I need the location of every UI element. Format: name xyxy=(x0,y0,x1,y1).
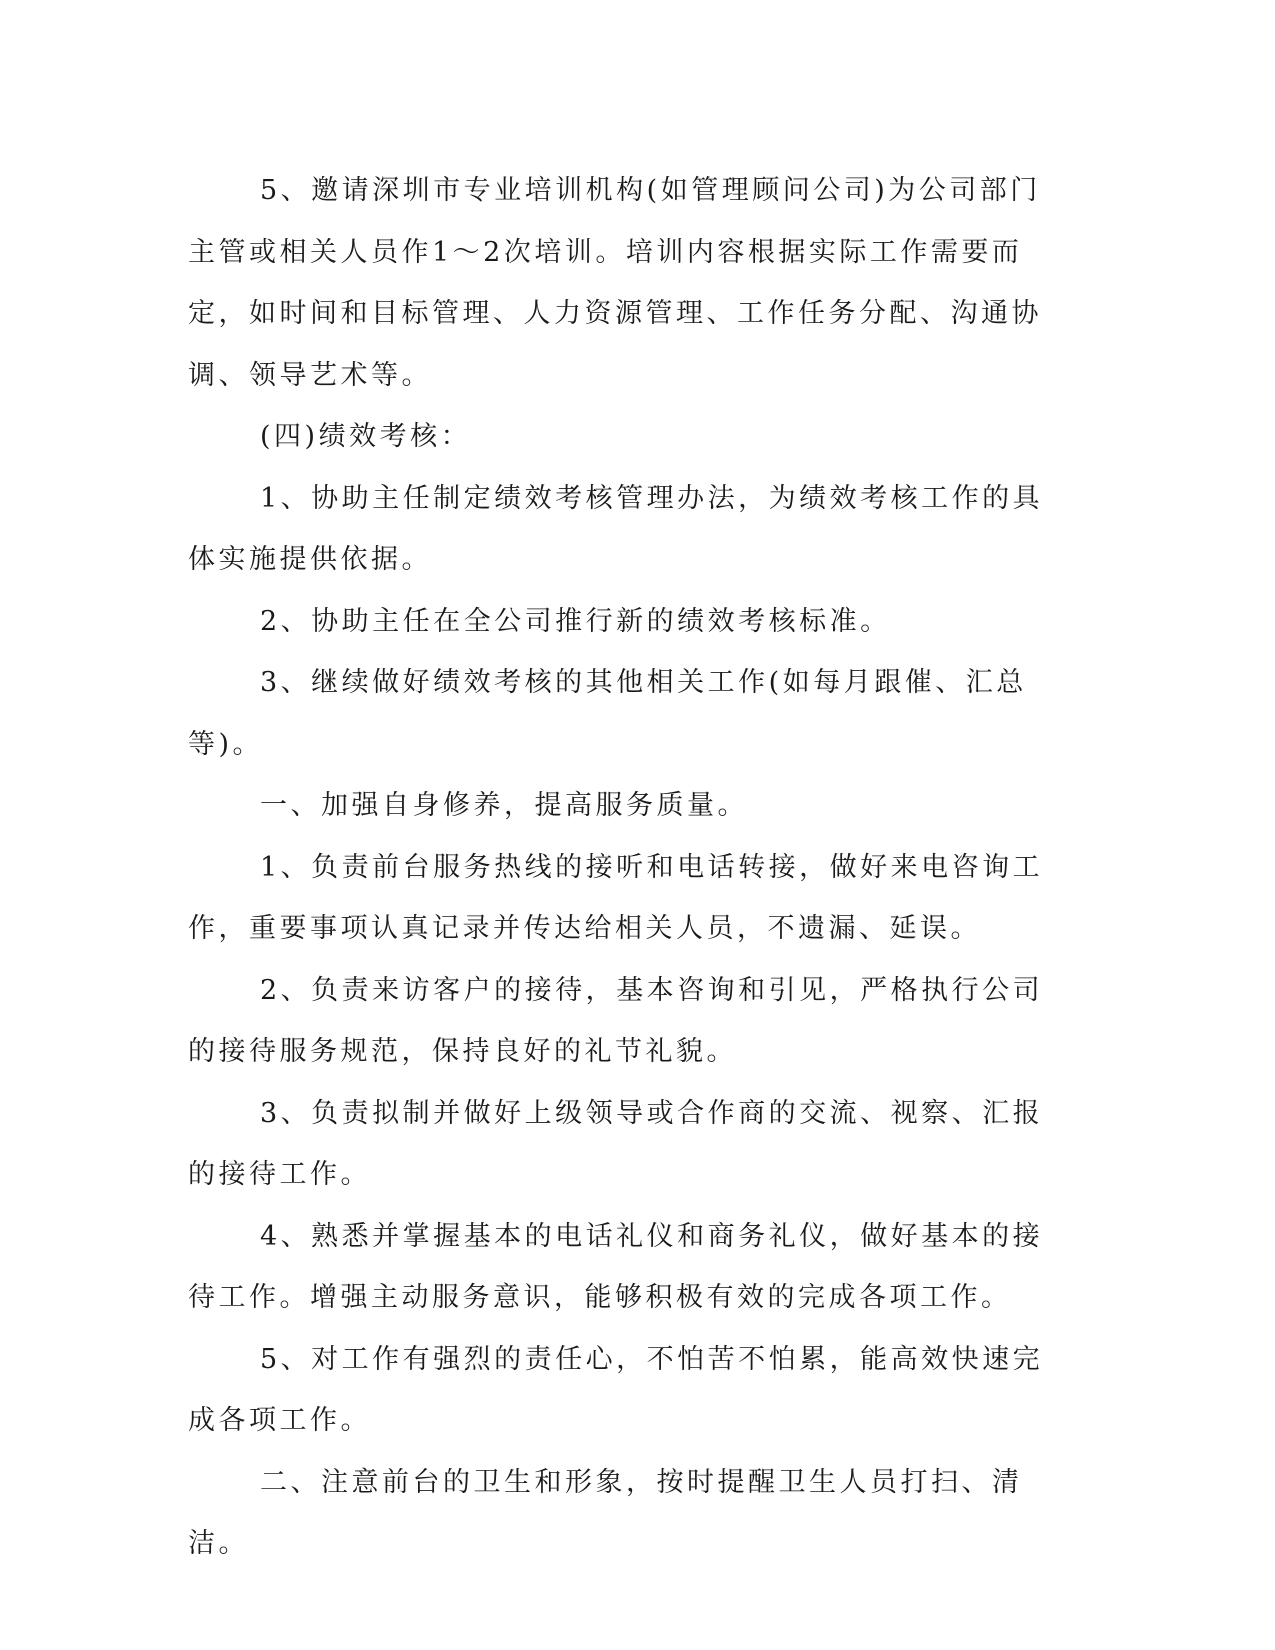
paragraph-performance-item-1: 1、协助主任制定绩效考核管理办法，为绩效考核工作的具体实施提供依据。 xyxy=(188,482,1044,575)
document-body xyxy=(188,160,1068,1575)
section-heading-performance: (四)绩效考核： xyxy=(260,421,472,452)
paragraph-service-item-2: 2、负责来访客户的接待，基本咨询和引见，严格执行公司的接待服务规范，保持良好的礼节礼貌。 xyxy=(188,974,1044,1067)
paragraph-performance-item-3: 3、继续做好绩效考核的其他相关工作(如每月跟催、汇总等)。 xyxy=(188,667,1027,760)
paragraph-service-item-1: 1、负责前台服务热线的接听和电话转接，做好来电咨询工作，重要事项认真记录并传达给相关人员，不遗漏、延误。 xyxy=(188,851,1044,944)
section-heading-self-cultivation: 一、加强自身修养，提高服务质量。 xyxy=(260,790,748,821)
paragraph-service-item-4: 4、熟悉并掌握基本的电话礼仪和商务礼仪，做好基本的接待工作。增强主动服务意识，能够积极有效的完成各项工作。 xyxy=(188,1220,1044,1313)
paragraph-service-item-3: 3、负责拟制并做好上级领导或合作商的交流、视察、汇报的接待工作。 xyxy=(188,1097,1044,1190)
paragraph-performance-item-2: 2、协助主任在全公司推行新的绩效考核标准。 xyxy=(260,605,891,637)
paragraph-training-item-5: 5、邀请深圳市专业培训机构(如管理顾问公司)为公司部门主管或相关人员作1～2次培训。培训内容根据实际工作需要而定，如时间和目标管理、人力资源管理、工作任务分配、沟通协调、领导艺术等。 xyxy=(188,175,1042,391)
paragraph-service-item-5: 5、对工作有强烈的责任心，不怕苦不怕累，能高效快速完成各项工作。 xyxy=(188,1343,1044,1436)
section-heading-front-desk-hygiene: 二、注意前台的卫生和形象，按时提醒卫生人员打扫、清洁。 xyxy=(188,1466,1023,1559)
